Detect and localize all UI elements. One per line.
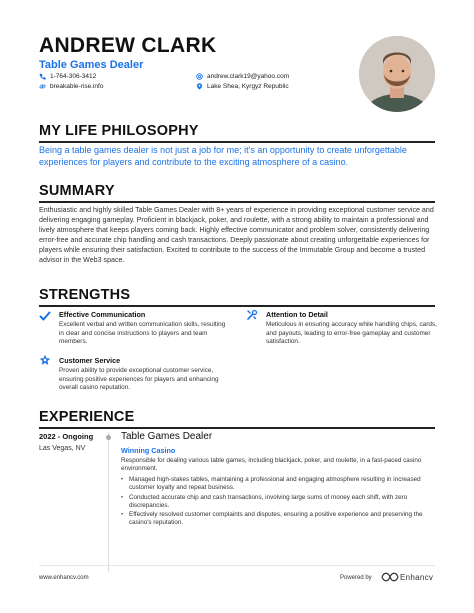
experience-location: Las Vegas, NV	[39, 445, 86, 452]
strength-title: Effective Communication	[59, 310, 146, 319]
summary-divider	[39, 201, 435, 203]
footer-divider	[39, 565, 435, 566]
footer-brand[interactable]: Enhancv	[400, 573, 434, 582]
star-icon	[39, 354, 51, 366]
contact-phone	[39, 73, 96, 80]
experience-description: Responsible for dealing various table games, including blackjack, poker, and roulette, in a fast-paced casino environment.	[121, 457, 422, 473]
phone-text[interactable]: 1-764-306-3412	[50, 73, 97, 80]
profile-photo	[359, 36, 435, 112]
location-pin-icon	[196, 83, 203, 90]
philosophy-heading: MY LIFE PHILOSOPHY	[39, 123, 199, 139]
experience-position: Table Games Dealer	[121, 431, 213, 442]
contact-location	[196, 83, 289, 90]
contact-website	[39, 83, 103, 90]
link-icon	[39, 83, 46, 90]
experience-divider	[39, 427, 435, 429]
timeline-dot	[106, 435, 111, 440]
strengths-heading: STRENGTHS	[39, 287, 131, 303]
philosophy-divider	[39, 141, 435, 143]
experience-company: Winning Casino	[121, 446, 176, 455]
list-item: • Effectively resolved customer complaints and disputes, ensuring a positive experience and preserving the casino's reputation.	[121, 511, 437, 528]
experience-date: 2022 - Ongoing	[39, 432, 94, 441]
at-icon	[196, 73, 203, 80]
footer-website-link[interactable]: www.enhancv.com	[39, 575, 89, 581]
strength-title: Customer Service	[59, 356, 121, 365]
email-text[interactable]: andrew.clark19@yahoo.com	[207, 73, 290, 80]
strength-text: Proven ability to provide exceptional customer service, ensuring positive experiences for players and enhancing overall casino reputation.	[59, 367, 219, 392]
candidate-role: Table Games Dealer	[39, 59, 144, 71]
checkmark-icon	[39, 310, 51, 322]
candidate-name: ANDREW CLARK	[39, 34, 217, 57]
strengths-divider	[39, 305, 435, 307]
strength-text: Meticulous in ensuring accuracy while handling chips, cards, and payouts, leading to error-free gameplay and customer satisfaction.	[266, 321, 437, 346]
list-item: • Managed high-stakes tables, maintaining a professional and engaging atmosphere resulting in increased customer loyalty and repeat business.	[121, 476, 437, 493]
timeline-line	[108, 432, 109, 572]
strength-text: Excellent verbal and written communication skills, resulting in clear and concise instructions to players and team members.	[59, 321, 226, 346]
list-item: • Conducted accurate chip and cash transactions, involving large sums of money each shift, with zero discrepancies.	[121, 494, 437, 511]
footer-powered-by: Powered by	[340, 575, 372, 581]
phone-icon	[39, 73, 46, 80]
tools-icon	[246, 309, 258, 321]
strength-title: Attention to Detail	[266, 310, 328, 319]
summary-heading: SUMMARY	[39, 183, 115, 199]
experience-bullets	[121, 476, 437, 529]
location-text: Lake Shea, Kyrgyz Republic	[207, 83, 289, 90]
summary-text: Enthusiastic and highly skilled Table Games Dealer with 8+ years of experience in providing exceptional customer service and delivering engaging gameplay. Proficient in blackjack, poker, and roulette, with a strong ability to maintain a professional and lively atmosphere that keeps players coming back. Highly effective communicator and problem solver, consistently delivering error-free and accurate chip handling and cash transactions. Deeply passionate about creating unforgettable experiences for players while ensuring their satisfaction. Excited to contribute to the success of the Immutable Group and become a trusted advisor in the Web3 space.	[39, 206, 434, 265]
philosophy-text: Being a table games dealer is not just a job for me; it's an opportunity to create unforgettable experiences for players and contribute to the exciting atmosphere of a casino.	[39, 145, 407, 167]
website-text[interactable]: breakable-rise.info	[50, 83, 104, 90]
contact-email	[196, 73, 289, 80]
enhancv-logo-icon	[381, 571, 399, 583]
experience-heading: EXPERIENCE	[39, 409, 135, 425]
